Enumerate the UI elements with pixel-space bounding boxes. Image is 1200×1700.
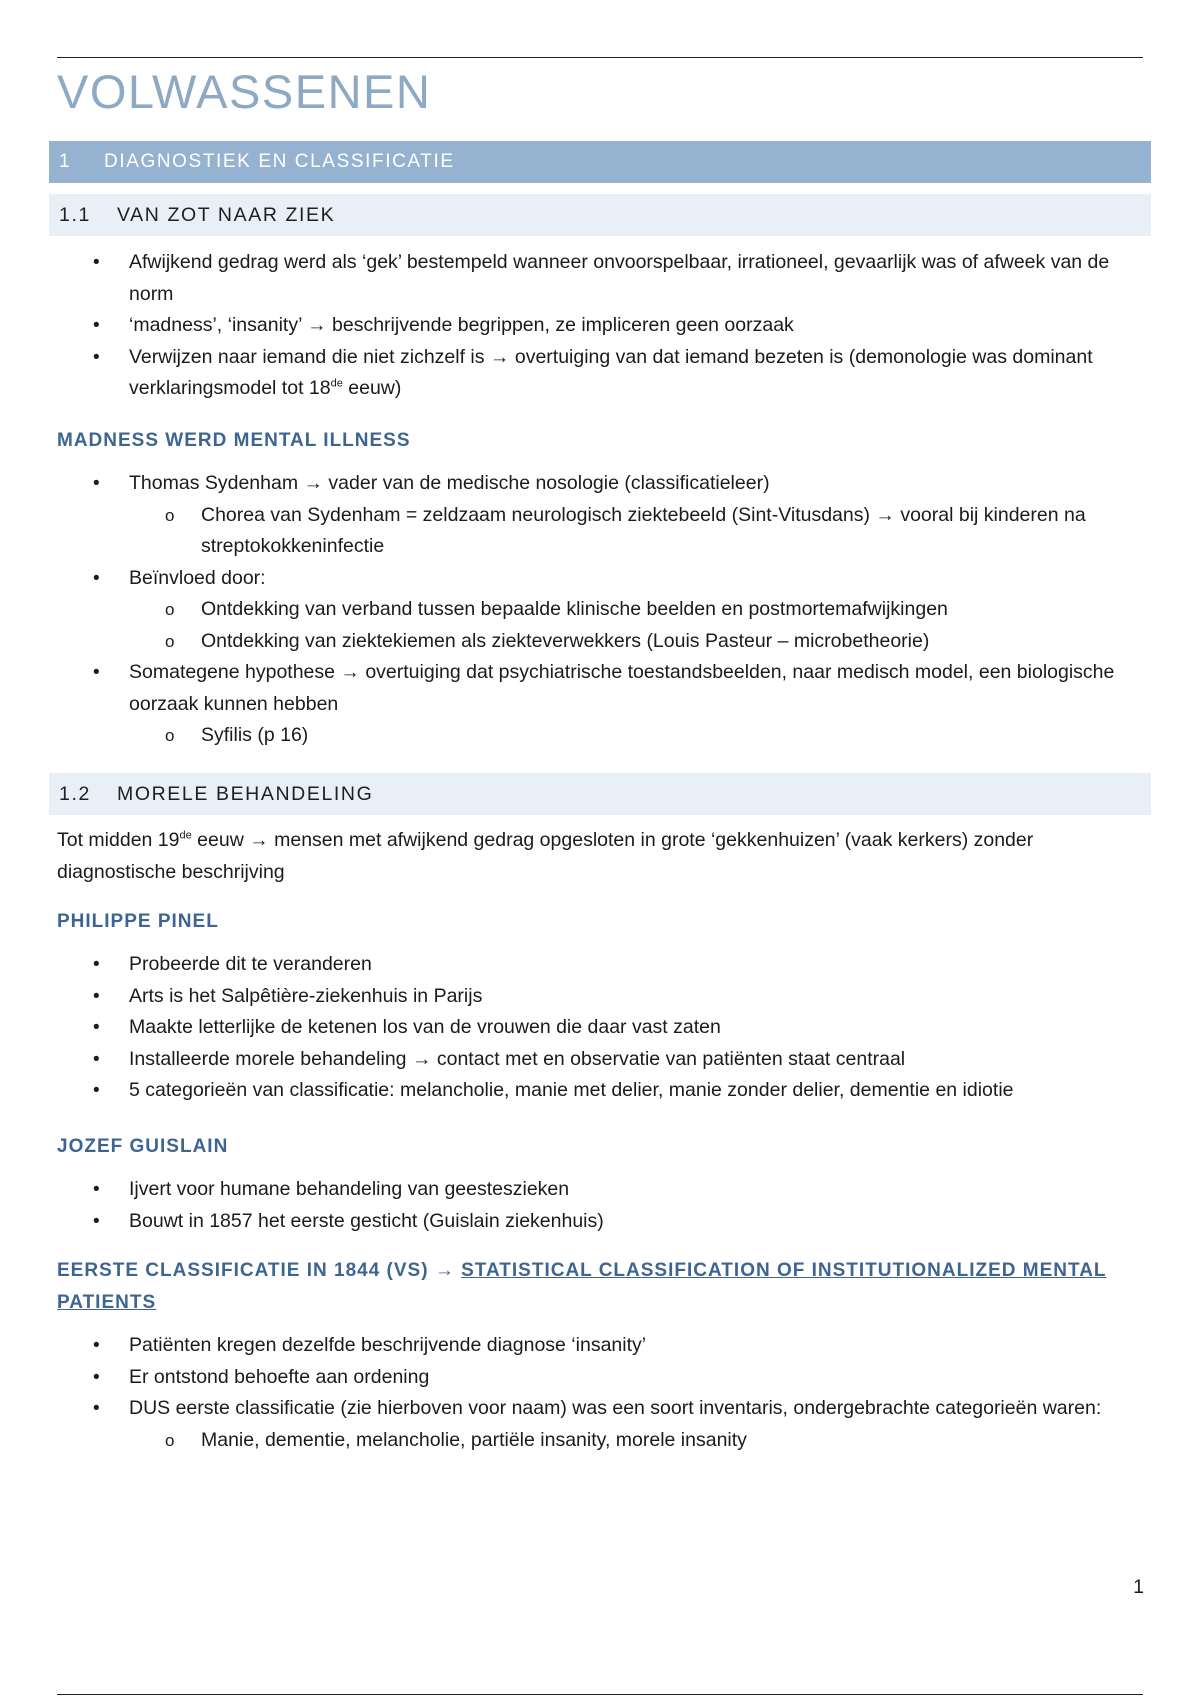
list-item: • 5 categorieën van classificatie: melancholie, manie met delier, manie zonder delier, dementie en idiotie [57,1075,1147,1107]
list-item: • Afwijkend gedrag werd als ‘gek’ bestempeld wanneer onvoorspelbaar, irrationeel, gevaarlijk was of afweek van de norm [57,247,1147,310]
section-title: MORELE BEHANDELING [117,782,374,805]
list-item: • Patiënten kregen dezelfde beschrijvende diagnose ‘insanity’ [57,1330,1147,1362]
subheading-madness: MADNESS WERD MENTAL ILLNESS [57,430,411,451]
list-item [57,342,1147,405]
list-item: • ‘madness’, ‘insanity’ → beschrijvende begrippen, ze impliceren geen oorzaak [57,310,1147,342]
list-item: • Er ontstond behoefte aan ordening [57,1362,1147,1394]
section-number: 1.2 [59,782,91,805]
sub-list-item: o Syfilis (p 16) [129,720,1147,752]
guislain-bullets [57,1174,1147,1237]
chapter-number: 1 [59,151,72,172]
footer-rule [57,1694,1143,1695]
subheading-pinel: PHILIPPE PINEL [57,911,219,932]
sub-list-item: o Ontdekking van ziektekiemen als ziekteverwekkers (Louis Pasteur – microbetheorie) [129,626,1147,658]
list-item: • Maakte letterlijke de ketenen los van de vrouwen die daar vast zaten [57,1012,1147,1044]
list-item [57,468,1147,563]
list-item: • Probeerde dit te veranderen [57,949,1147,981]
paragraph-text: eeuw → mensen met afwijkend gedrag opgesloten in grote ‘gekkenhuizen’ (vaak kerkers) zonder diagnostische beschrijving [57,829,1034,883]
section-1-1-bullets [57,247,1147,405]
madness-bullets [57,468,1147,752]
section-1-2-intro [57,825,1147,888]
list-item-text: eeuw) [342,377,402,399]
superscript: de [330,377,343,390]
section-heading-1-1 [49,194,1151,236]
list-item: • Bouwt in 1857 het eerste gesticht (Guislain ziekenhuis) [57,1206,1147,1238]
subheading-guislain: JOZEF GUISLAIN [57,1136,229,1157]
list-item-text: Beïnvloed door: [129,566,266,589]
sub-list-item: o Manie, dementie, melancholie, partiële insanity, morele insanity [129,1425,1147,1457]
section-title: VAN ZOT NAAR ZIEK [117,203,336,226]
subheading-classification [57,1255,1137,1319]
pinel-bullets [57,949,1147,1107]
chapter-heading [49,141,1151,183]
sub-list-item: o Chorea van Sydenham = zeldzaam neurologisch ziektebeeld (Sint-Vitusdans) → vooral bij kinderen na streptokokkeninfectie [129,500,1147,563]
list-item [57,563,1147,658]
list-item-text: Verwijzen naar iemand die niet zichzelf is → overtuiging van dat iemand bezeten is (demonologie was dominant verklaringsmodel tot 18 [129,345,1093,399]
sub-list-item: o Ontdekking van verband tussen bepaalde klinische beelden en postmortemafwijkingen [129,594,1147,626]
intro-paragraph [57,825,1147,888]
document-title: VOLWASSENEN [57,65,432,118]
page-number: 1 [1133,1576,1144,1598]
classification-link[interactable]: STATISTICAL CLASSIFICATION OF INSTITUTIONALIZED MENTAL PATIENTS [57,1260,1107,1313]
classification-bullets [57,1330,1147,1456]
list-item: • Ijvert voor humane behandeling van geesteszieken [57,1174,1147,1206]
header-rule [57,57,1143,58]
chapter-title: DIAGNOSTIEK EN CLASSIFICATIE [104,151,455,172]
list-item [57,657,1147,752]
subheading-text: EERSTE CLASSIFICATIE IN 1844 (VS) → [57,1260,462,1281]
superscript: de [179,829,192,842]
section-heading-1-2 [49,773,1151,815]
list-item-text: Somategene hypothese → overtuiging dat psychiatrische toestandsbeelden, naar medisch model, een biologische oorzaak kunnen hebben [129,661,1115,715]
list-item: • Arts is het Salpêtière-ziekenhuis in Parijs [57,981,1147,1013]
list-item: • Installeerde morele behandeling → contact met en observatie van patiënten staat centraal [57,1044,1147,1076]
list-item-text: DUS eerste classificatie (zie hierboven voor naam) was een soort inventaris, ondergebrachte categorieën waren: [129,1397,1102,1419]
list-item [57,1393,1147,1456]
paragraph-text: Tot midden 19 [57,829,180,851]
list-item-text: Thomas Sydenham → vader van de medische nosologie (classificatieleer) [129,472,770,494]
section-number: 1.1 [59,203,91,226]
